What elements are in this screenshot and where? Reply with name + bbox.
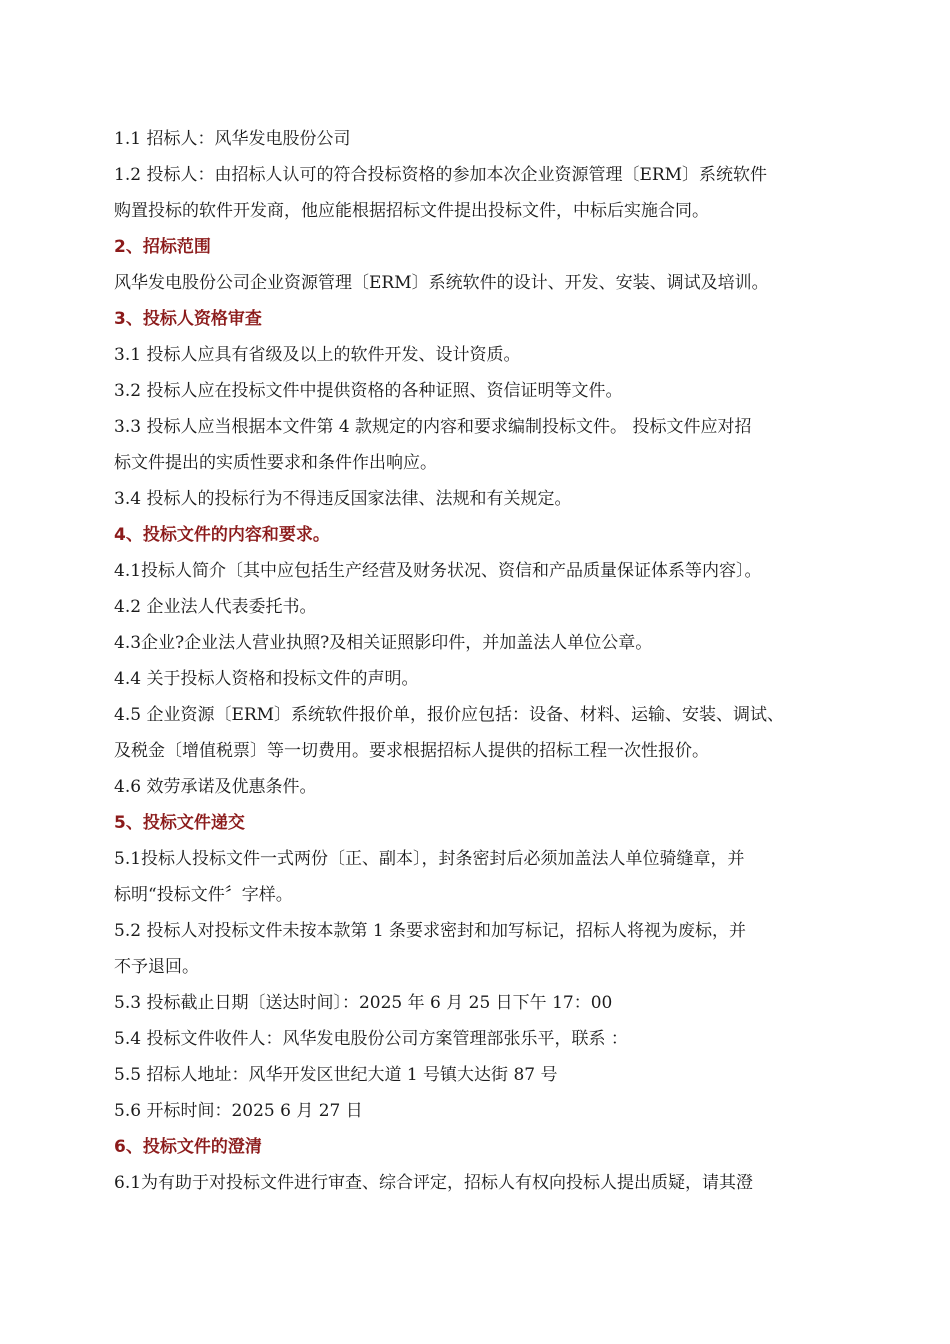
text-line: 4.6 效劳承诺及优惠条件。: [114, 777, 317, 797]
text-line: 风华发电股份公司企业资源管理〔ERM〕系统软件的设计、开发、安装、调试及培训。: [114, 273, 769, 293]
text-line: 4.4 关于投标人资格和投标文件的声明。: [114, 669, 419, 689]
text-line: 5.6 开标时间：2025 6 月 27 日: [114, 1101, 363, 1121]
text-line: 3.3 投标人应当根据本文件第 4 款规定的内容和要求编制投标文件。 投标文件应对招: [114, 417, 752, 437]
document-body: [114, 121, 844, 1201]
section-heading: 5、投标文件递交: [114, 813, 245, 833]
text-line: 不予退回。: [114, 957, 199, 977]
text-line: 5.3 投标截止日期〔送达时间〕：2025 年 6 月 25 日下午 17：00: [114, 993, 613, 1013]
section-heading: 3、投标人资格审查: [114, 309, 262, 329]
text-line: 1.2 投标人：由招标人认可的符合投标资格的参加本次企业资源管理〔ERM〕系统软件: [114, 165, 768, 185]
text-line: 1.1 招标人：风华发电股份公司: [114, 129, 351, 149]
text-line: 标文件提出的实质性要求和条件作出响应。: [114, 453, 437, 473]
section-heading: 6、投标文件的澄清: [114, 1137, 262, 1157]
text-line: 及税金〔增值税票〕等一切费用。要求根据招标人提供的招标工程一次性报价。: [114, 741, 709, 761]
text-line: 4.5 企业资源〔ERM〕系统软件报价单，报价应包括：设备、材料、运输、安装、调试、: [114, 705, 785, 725]
text-line: 4.2 企业法人代表委托书。: [114, 597, 317, 617]
section-heading: 4、投标文件的内容和要求。: [114, 525, 330, 545]
section-heading: 2、招标范围: [114, 237, 211, 257]
text-line: 4.1投标人简介〔其中应包括生产经营及财务状况、资信和产品质量保证体系等内容〕。: [114, 561, 762, 581]
text-line: 购置投标的软件开发商，他应能根据招标文件提出投标文件，中标后实施合同。: [114, 201, 709, 221]
text-line: 5.1投标人投标文件一式两份〔正、副本〕，封条密封后必须加盖法人单位骑缝章，并: [114, 849, 745, 869]
text-line: 6.1为有助于对投标文件进行审查、综合评定，招标人有权向投标人提出质疑，请其澄: [114, 1173, 754, 1193]
text-line: 标明“投标文件〞字样。: [114, 885, 293, 905]
text-line: 5.5 招标人地址：风华开发区世纪大道 1 号镇大达街 87 号: [114, 1065, 558, 1085]
text-line: 3.1 投标人应具有省级及以上的软件开发、设计资质。: [114, 345, 521, 365]
text-line: 3.4 投标人的投标行为不得违反国家法律、法规和有关规定。: [114, 489, 572, 509]
text-line: 5.2 投标人对投标文件未按本款第 1 条要求密封和加写标记，招标人将视为废标，并: [114, 921, 747, 941]
text-line: 5.4 投标文件收件人：风华发电股份公司方案管理部张乐平，联系 ：: [114, 1029, 628, 1049]
text-line: 3.2 投标人应在投标文件中提供资格的各种证照、资信证明等文件。: [114, 381, 623, 401]
text-line: 4.3企业?企业法人营业执照?及相关证照影印件，并加盖法人单位公章。: [114, 633, 653, 653]
